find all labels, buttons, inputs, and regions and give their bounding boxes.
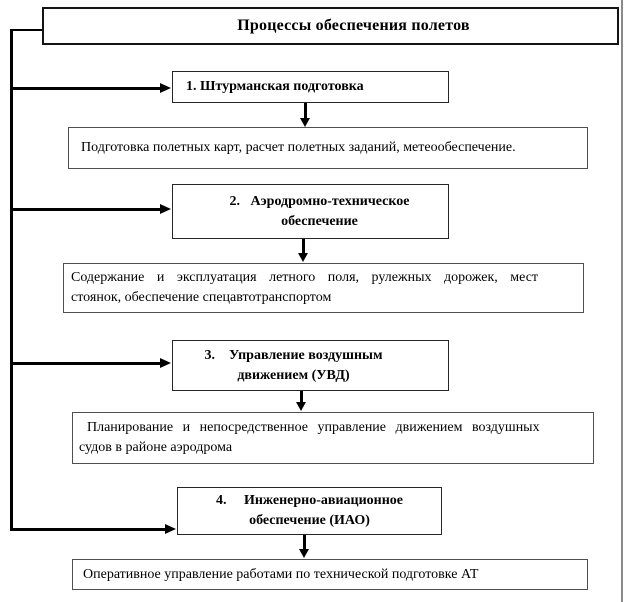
drop-line-3 [300, 391, 303, 402]
description-box-2-text-line2: стоянок, обеспечение спецавтотранспортом [71, 290, 332, 305]
arrow-down-icon [300, 118, 310, 127]
description-box-3 [72, 412, 594, 464]
arrow-down-icon [299, 549, 309, 558]
description-box-4 [72, 559, 588, 590]
process-box-2-label-line1: 2. Аэродромно-техническое [229, 193, 410, 209]
process-box-3-label-line2: движением (УВД) [237, 367, 350, 383]
drop-line-4 [303, 535, 306, 549]
arrow-right-icon [160, 204, 171, 214]
process-box-3-label-line1: 3. Управление воздушным [204, 347, 383, 363]
process-box-1-label: 1. Штурманская подготовка [186, 79, 364, 94]
arrow-down-icon [296, 402, 306, 411]
description-box-4-text: Оперативное управление работами по технической подготовке АТ [83, 566, 479, 582]
process-box-2-label-line2: обеспечение [281, 213, 358, 229]
process-box-4 [177, 487, 442, 535]
branch-line-3 [10, 362, 161, 365]
description-box-1 [68, 127, 588, 169]
page-right-border [621, 0, 623, 602]
drop-line-1 [304, 103, 307, 118]
process-box-2 [172, 184, 449, 239]
description-box-2 [63, 263, 584, 313]
arrow-right-icon [160, 358, 171, 368]
process-box-1 [172, 71, 449, 103]
arrow-right-icon [165, 524, 176, 534]
connector-title-line [10, 29, 42, 31]
branch-line-4 [10, 528, 166, 531]
description-box-3-text-line2: судов в районе аэродрома [79, 440, 233, 455]
diagram-title: Процессы обеспечения полетов [237, 17, 470, 34]
arrow-right-icon [160, 83, 171, 93]
process-box-4-label-line1: 4. Инженерно-авиационное [215, 493, 404, 508]
description-box-1-text: Подготовка полетных карт, расчет полетных заданий, метеообеспечение. [81, 140, 516, 155]
arrow-down-icon [298, 253, 308, 262]
description-box-2-text-line1: Содержание и эксплуатация летного поля, рулежных дорожек, мест [71, 270, 539, 285]
description-box-3-text-line1: Планирование и непосредственное управление движением воздушных [87, 420, 540, 435]
drop-line-2 [302, 239, 305, 253]
branch-line-2 [10, 208, 161, 211]
process-box-4-label-line2: обеспечение (ИАО) [249, 513, 370, 528]
title-box [42, 7, 619, 45]
branch-line-1 [10, 87, 161, 90]
connector-trunk-line [10, 29, 13, 531]
process-box-3 [172, 340, 449, 391]
